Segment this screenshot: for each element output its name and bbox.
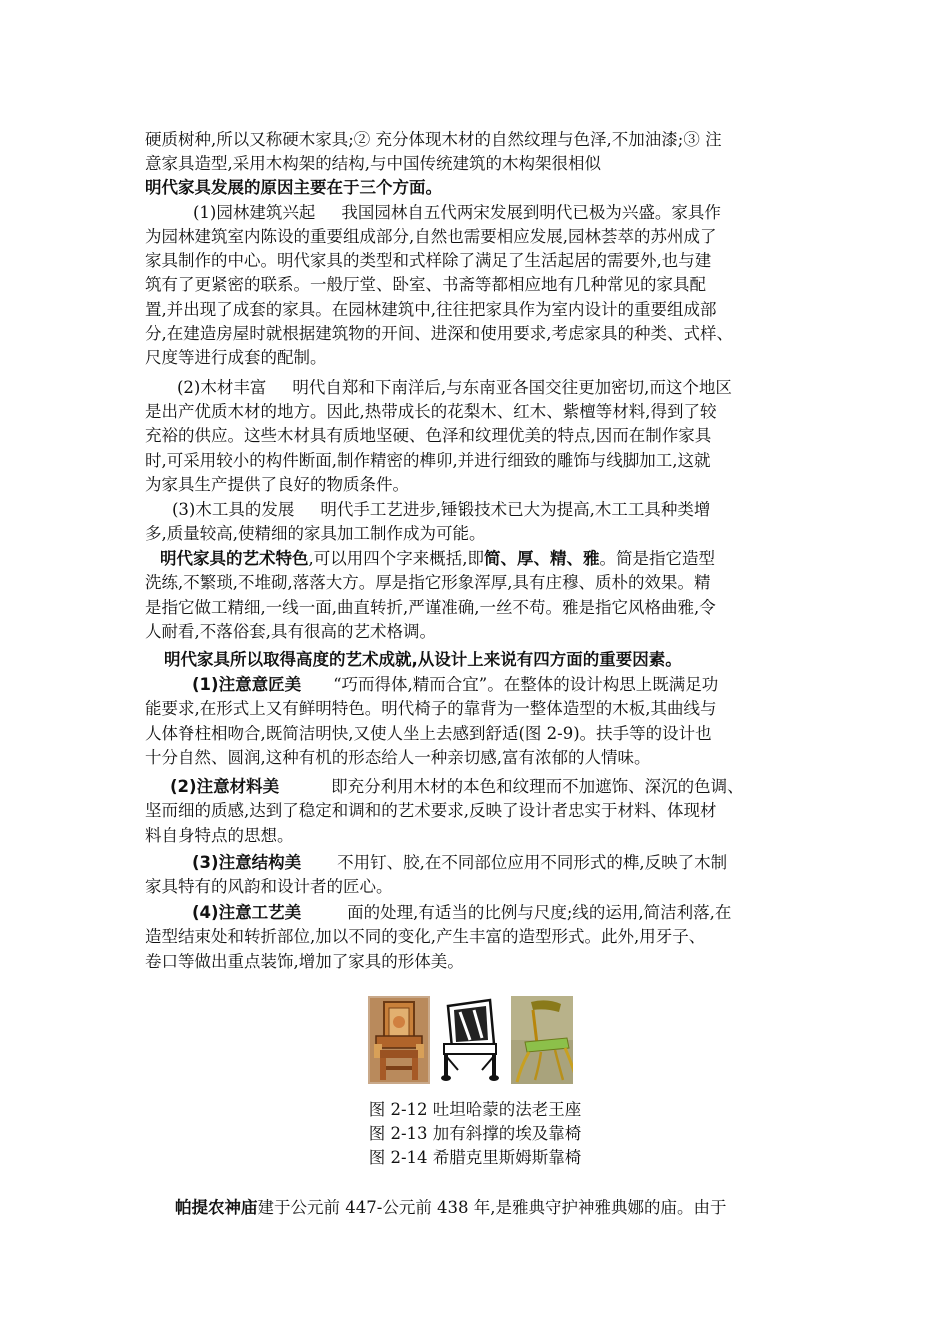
item-text: 即充分利用木材的本色和纹理而不加遮饰、深沉的色调、: [331, 777, 744, 796]
paragraph-first-line: 明代家具的艺术特色,可以用四个字来概括,即简、厚、精、雅。简是指它造型: [160, 549, 715, 568]
text-line: 充裕的供应。这些木材具有质地坚硬、色泽和纹理优美的特点,因而在制作家具: [145, 426, 712, 445]
item-text: “巧而得体,精而合宜”。在整体的设计构思上既满足功: [333, 675, 719, 694]
text-line: 料自身特点的思想。: [145, 826, 294, 845]
text-line: 为家具生产提供了良好的物质条件。: [145, 475, 409, 494]
text-line: 筑有了更紧密的联系。一般厅堂、卧室、书斋等都相应地有几种常见的家具配: [145, 275, 706, 294]
klismos-chair-image: [511, 996, 573, 1084]
bold-term: 简、厚、精、雅: [484, 549, 600, 568]
text-line: 家具特有的风韵和设计者的匠心。: [145, 877, 393, 896]
section-heading: 明代家具发展的原因主要在于三个方面。: [145, 178, 442, 197]
text-line: 意家具造型,采用木构架的结构,与中国传统建筑的木构架很相似: [145, 154, 601, 173]
figure-caption: 图 2-12 吐坦哈蒙的法老王座: [368, 1100, 582, 1119]
section-heading: 明代家具所以取得高度的艺术成就,从设计上来说有四方面的重要因素。: [164, 650, 682, 669]
pharaoh-throne-image: [368, 996, 430, 1084]
text-line: 卷口等做出重点装饰,增加了家具的形体美。: [145, 952, 464, 971]
item-label: (3)木工具的发展: [172, 500, 295, 519]
text-line: 十分自然、圆润,这种有机的形态给人一种亲切感,富有浓郁的人情味。: [145, 748, 651, 767]
item-text: 面的处理,有适当的比例与尺度;线的运用,简洁利落,在: [347, 903, 732, 922]
figure-caption: 图 2-13 加有斜撑的埃及靠椅: [368, 1124, 582, 1143]
paragraph-first-line: 帕提农神庙建于公元前 447-公元前 438 年,是雅典守护神雅典娜的庙。由于: [175, 1198, 727, 1217]
item-label: (1)注意意匠美: [192, 675, 302, 694]
text-line: 尺度等进行成套的配制。: [145, 348, 327, 367]
text-line: 硬质树种,所以又称硬木家具;② 充分体现木材的自然纹理与色泽,不加油漆;③ 注: [145, 130, 722, 149]
text-line: 是出产优质木材的地方。因此,热带成长的花梨木、红木、紫檀等材料,得到了较: [145, 402, 717, 421]
paragraph-first-line: [192, 901, 731, 925]
paragraph-first-line: [170, 775, 744, 799]
item-text: 我国园林自五代两宋发展到明代已极为兴盛。家具作: [341, 203, 721, 222]
text-line: 人体脊柱相吻合,既简洁明快,又使人坐上去感到舒适(图 2-9)。扶手等的设计也: [145, 724, 712, 743]
paragraph-first-line: [177, 376, 732, 400]
text-line: 是指它做工精细,一线一面,曲直转折,严谨准确,一丝不苟。雅是指它风格曲雅,令: [145, 598, 716, 617]
item-text: 不用钉、胶,在不同部位应用不同形式的榫,反映了木制: [337, 853, 728, 872]
item-text: 明代手工艺进步,锤锻技术已大为提高,木工工具种类增: [320, 500, 711, 519]
text-line: 人耐看,不落俗套,具有很高的艺术格调。: [145, 622, 436, 641]
text-line: 分,在建造房屋时就根据建筑物的开间、进深和使用要求,考虑家具的种类、式样、: [145, 324, 733, 343]
text-line: 能要求,在形式上又有鲜明特色。明代椅子的靠背为一整体造型的木板,其曲线与: [145, 699, 717, 718]
text-line: 多,质量较高,使精细的家具加工制作成为可能。: [145, 524, 486, 543]
figure-caption: 图 2-14 希腊克里斯姆斯靠椅: [368, 1148, 582, 1167]
paragraph-first-line: [193, 201, 721, 225]
paragraph-first-line: [172, 498, 710, 522]
text-line: 置,并出现了成套的家具。在园林建筑中,往往把家具作为室内设计的重要组成部: [145, 300, 717, 319]
paragraph-first-line: [192, 673, 718, 697]
egyptian-chair-image: [440, 996, 502, 1084]
text-line: 时,可采用较小的构件断面,制作精密的榫卯,并进行细致的雕饰与线脚加工,这就: [145, 451, 711, 470]
text-line: 造型结束处和转折部位,加以不同的变化,产生丰富的造型形式。此外,用牙子、: [145, 927, 706, 946]
item-label: (4)注意工艺美: [192, 903, 302, 922]
text-line: 家具制作的中心。明代家具的类型和式样除了满足了生活起居的需要外,也与建: [145, 251, 712, 270]
item-text: 明代自郑和下南洋后,与东南亚各国交往更加密切,而这个地区: [292, 378, 732, 397]
item-label: (2)木材丰富: [177, 378, 267, 397]
item-label: (2)注意材料美: [170, 777, 280, 796]
paragraph-first-line: [192, 851, 727, 875]
text-line: 坚而细的质感,达到了稳定和调和的艺术要求,反映了设计者忠实于材料、体现材: [145, 801, 717, 820]
text-line: 洗练,不繁琐,不堆砌,落落大方。厚是指它形象浑厚,具有庄穆、质朴的效果。精: [145, 573, 711, 592]
bold-term: 帕提农神庙: [175, 1198, 258, 1217]
item-label: (3)注意结构美: [192, 853, 302, 872]
text-line: 为园林建筑室内陈设的重要组成部分,自然也需要相应发展,园林荟萃的苏州成了: [145, 227, 717, 246]
bold-term: 明代家具的艺术特色: [160, 549, 309, 568]
item-label: (1)园林建筑兴起: [193, 203, 316, 222]
